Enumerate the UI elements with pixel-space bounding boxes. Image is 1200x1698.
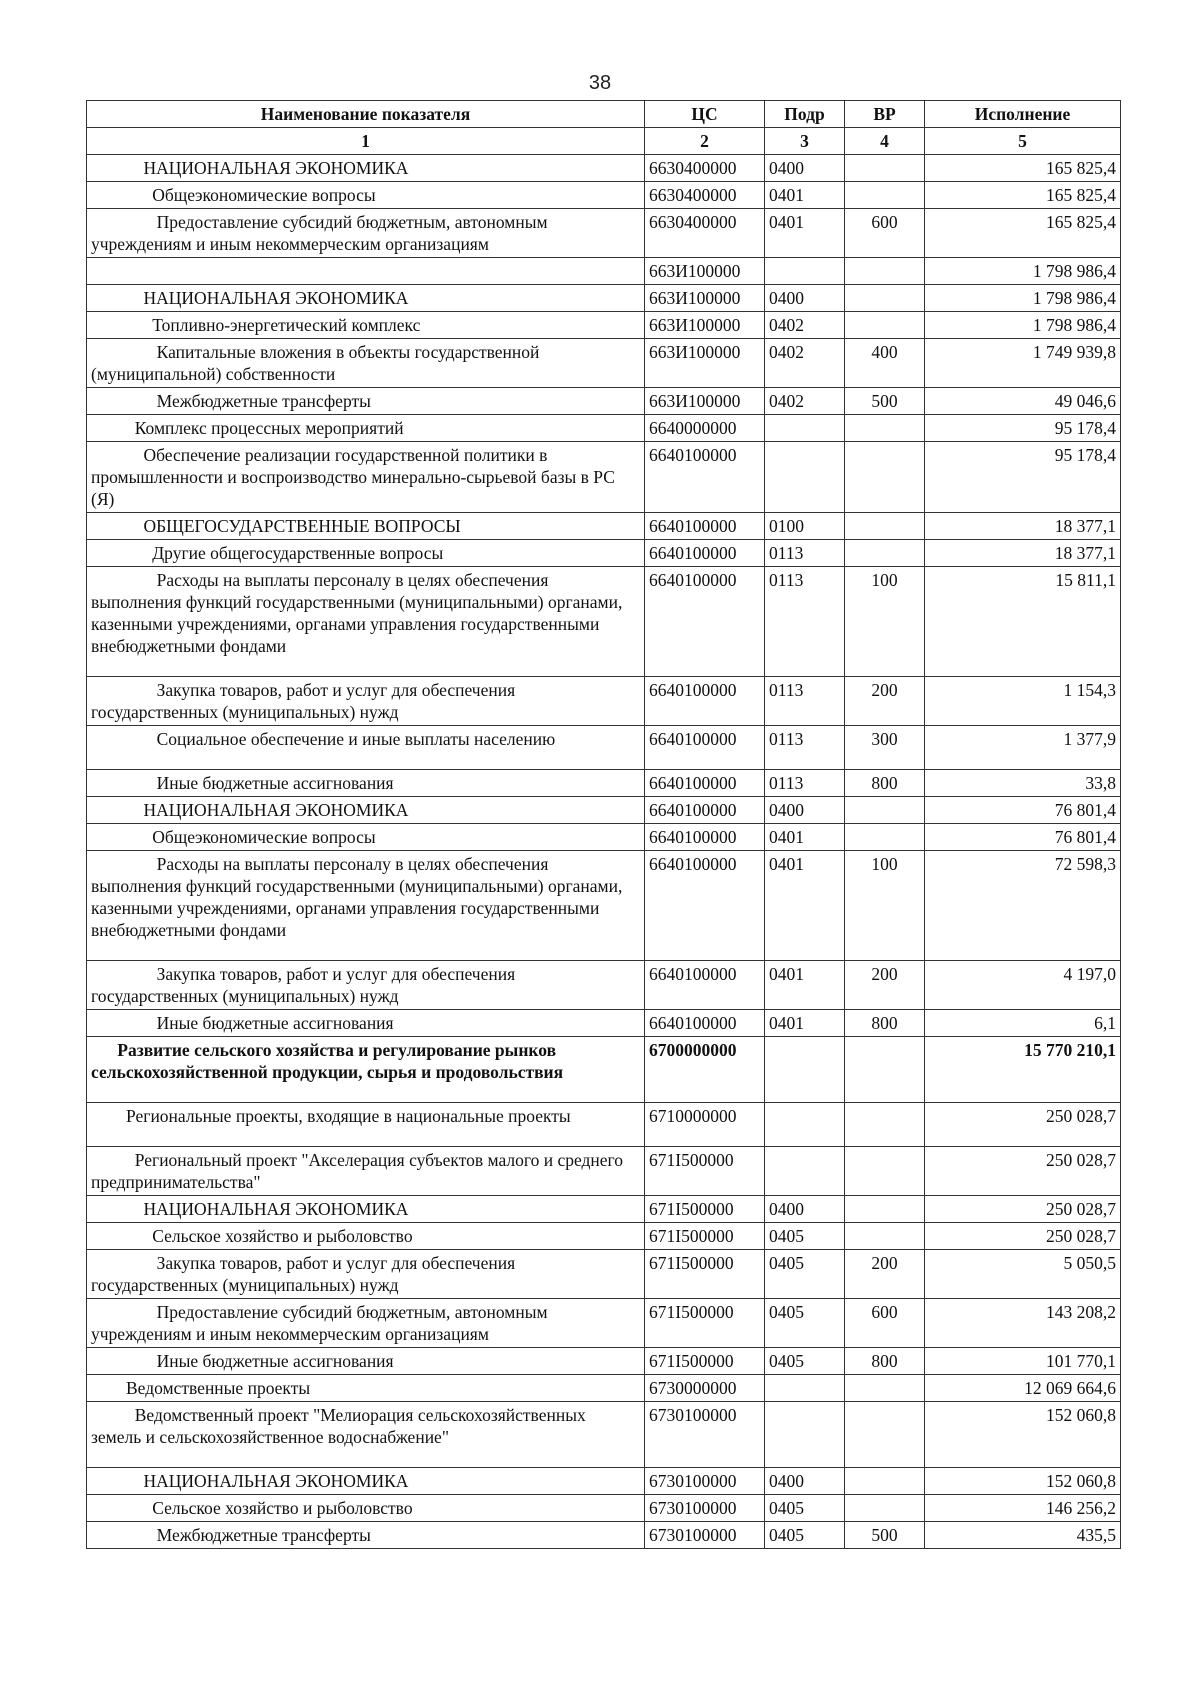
row-vr: 600 [845,1299,925,1348]
row-amount: 1 798 986,4 [925,285,1121,312]
row-cs: 663И100000 [645,388,765,415]
row-podr [765,415,845,442]
row-podr: 0401 [765,961,845,1010]
row-name: ОБЩЕГОСУДАРСТВЕННЫЕ ВОПРОСЫ [87,513,645,540]
row-podr: 0401 [765,209,845,258]
row-podr: 0401 [765,182,845,209]
row-vr [845,1147,925,1196]
table-row [87,312,1121,339]
row-podr: 0402 [765,339,845,388]
row-vr: 100 [845,567,925,677]
table-row [87,1010,1121,1037]
table-row [87,1147,1121,1196]
header-row [87,101,1121,128]
table-row [87,415,1121,442]
row-name: Иные бюджетные ассигнования [87,770,645,797]
row-amount: 1 798 986,4 [925,312,1121,339]
row-vr: 100 [845,851,925,961]
table-row [87,567,1121,677]
row-cs: 6730100000 [645,1522,765,1549]
table-row [87,258,1121,285]
row-amount: 1 749 939,8 [925,339,1121,388]
row-podr [765,1103,845,1147]
row-cs: 6640100000 [645,677,765,726]
row-podr: 0400 [765,797,845,824]
row-name: Расходы на выплаты персоналу в целях обеспечения выполнения функций государственными (муниципальными) органами, казенными учреждениями, органами управления государственными внебюджетными фондами [87,567,645,677]
row-name: Обеспечение реализации государственной политики в промышленности и воспроизводство минерально-сырьевой базы в РС (Я) [87,442,645,513]
row-name: Предоставление субсидий бюджетным, автономным учреждениям и иным некоммерческим организациям [87,209,645,258]
row-name: Предоставление субсидий бюджетным, автономным учреждениям и иным некоммерческим организациям [87,1299,645,1348]
row-amount: 95 178,4 [925,442,1121,513]
row-amount: 6,1 [925,1010,1121,1037]
row-vr [845,824,925,851]
row-podr: 0100 [765,513,845,540]
row-amount: 1 798 986,4 [925,258,1121,285]
row-name: Топливно-энергетический комплекс [87,312,645,339]
row-cs: 663И100000 [645,312,765,339]
row-cs: 6730100000 [645,1468,765,1495]
header-cs: ЦС [645,101,765,128]
row-amount: 76 801,4 [925,824,1121,851]
table-row [87,513,1121,540]
row-cs: 6640100000 [645,1010,765,1037]
row-amount: 49 046,6 [925,388,1121,415]
row-name: Закупка товаров, работ и услуг для обеспечения государственных (муниципальных) нужд [87,677,645,726]
row-cs: 663И100000 [645,339,765,388]
table-row [87,1103,1121,1147]
row-vr [845,182,925,209]
row-amount: 12 069 664,6 [925,1375,1121,1402]
row-name: Ведомственные проекты [87,1375,645,1402]
row-cs: 6640100000 [645,567,765,677]
table-row [87,1495,1121,1522]
row-vr [845,540,925,567]
row-name: НАЦИОНАЛЬНАЯ ЭКОНОМИКА [87,1468,645,1495]
row-cs: 6640100000 [645,824,765,851]
row-podr: 0405 [765,1348,845,1375]
row-name: Региональные проекты, входящие в национальные проекты [87,1103,645,1147]
table-row [87,1468,1121,1495]
row-amount: 435,5 [925,1522,1121,1549]
row-name: Сельское хозяйство и рыболовство [87,1223,645,1250]
row-vr: 800 [845,1348,925,1375]
row-cs: 6640100000 [645,513,765,540]
row-podr: 0402 [765,312,845,339]
row-podr: 0113 [765,540,845,567]
row-amount: 5 050,5 [925,1250,1121,1299]
row-cs: 671I500000 [645,1250,765,1299]
row-amount: 15 811,1 [925,567,1121,677]
row-vr [845,513,925,540]
row-vr [845,797,925,824]
column-number: 2 [645,128,765,155]
row-cs: 6640100000 [645,442,765,513]
row-name: НАЦИОНАЛЬНАЯ ЭКОНОМИКА [87,285,645,312]
row-name: Сельское хозяйство и рыболовство [87,1495,645,1522]
row-amount: 146 256,2 [925,1495,1121,1522]
row-name: Другие общегосударственные вопросы [87,540,645,567]
row-vr [845,1103,925,1147]
row-name: Расходы на выплаты персоналу в целях обеспечения выполнения функций государственными (муниципальными) органами, казенными учреждениями, органами управления государственными внебюджетными фондами [87,851,645,961]
row-podr: 0400 [765,155,845,182]
table-row [87,1522,1121,1549]
table-row [87,209,1121,258]
row-cs: 671I500000 [645,1196,765,1223]
row-cs: 663И100000 [645,258,765,285]
row-cs: 671I500000 [645,1223,765,1250]
row-amount: 1 377,9 [925,726,1121,770]
row-amount: 101 770,1 [925,1348,1121,1375]
row-cs: 671I500000 [645,1147,765,1196]
row-amount: 18 377,1 [925,513,1121,540]
row-amount: 165 825,4 [925,209,1121,258]
row-podr: 0401 [765,1010,845,1037]
row-vr: 200 [845,961,925,1010]
table-row [87,1375,1121,1402]
row-cs: 6640100000 [645,797,765,824]
header-vr: ВР [845,101,925,128]
page-number: 38 [588,72,612,94]
row-cs: 6730000000 [645,1375,765,1402]
row-cs: 6710000000 [645,1103,765,1147]
row-podr [765,1147,845,1196]
row-cs: 671I500000 [645,1299,765,1348]
row-vr: 500 [845,1522,925,1549]
row-amount: 250 028,7 [925,1147,1121,1196]
row-amount: 15 770 210,1 [925,1037,1121,1103]
row-amount: 152 060,8 [925,1468,1121,1495]
table-row [87,339,1121,388]
row-cs: 6630400000 [645,155,765,182]
row-podr: 0113 [765,567,845,677]
row-name: НАЦИОНАЛЬНАЯ ЭКОНОМИКА [87,797,645,824]
row-amount: 250 028,7 [925,1196,1121,1223]
row-podr [765,1375,845,1402]
row-cs: 6640100000 [645,851,765,961]
table-row [87,155,1121,182]
column-number: 3 [765,128,845,155]
table-header [87,101,1121,155]
row-cs: 6640100000 [645,770,765,797]
table-row [87,388,1121,415]
row-amount: 1 154,3 [925,677,1121,726]
row-name: Иные бюджетные ассигнования [87,1348,645,1375]
row-cs: 671I500000 [645,1348,765,1375]
table-row [87,851,1121,961]
row-podr [765,1402,845,1468]
row-cs: 6640000000 [645,415,765,442]
row-cs: 6700000000 [645,1037,765,1103]
table-row [87,285,1121,312]
table-row [87,1223,1121,1250]
row-podr: 0405 [765,1522,845,1549]
row-podr: 0405 [765,1223,845,1250]
row-vr [845,155,925,182]
table-row [87,1037,1121,1103]
row-vr: 300 [845,726,925,770]
row-amount: 72 598,3 [925,851,1121,961]
row-vr [845,1196,925,1223]
row-podr [765,1037,845,1103]
column-number-row [87,128,1121,155]
row-vr: 500 [845,388,925,415]
table-row [87,442,1121,513]
row-amount: 95 178,4 [925,415,1121,442]
row-name: Комплекс процессных мероприятий [87,415,645,442]
row-name: Социальное обеспечение и иные выплаты населению [87,726,645,770]
row-amount: 165 825,4 [925,155,1121,182]
row-vr [845,1468,925,1495]
row-name: Закупка товаров, работ и услуг для обеспечения государственных (муниципальных) нужд [87,961,645,1010]
row-vr [845,312,925,339]
row-cs: 6730100000 [645,1402,765,1468]
row-cs: 663И100000 [645,285,765,312]
table-row [87,1250,1121,1299]
row-vr [845,1375,925,1402]
column-number: 4 [845,128,925,155]
table-row [87,824,1121,851]
row-cs: 6640100000 [645,540,765,567]
row-name: Иные бюджетные ассигнования [87,1010,645,1037]
table-row [87,1348,1121,1375]
table-row [87,182,1121,209]
row-name: Региональный проект "Акселерация субъектов малого и среднего предпринимательства" [87,1147,645,1196]
row-amount: 76 801,4 [925,797,1121,824]
row-name: Закупка товаров, работ и услуг для обеспечения государственных (муниципальных) нужд [87,1250,645,1299]
row-vr [845,258,925,285]
row-vr [845,442,925,513]
table-row [87,677,1121,726]
table-row [87,770,1121,797]
row-podr [765,442,845,513]
row-podr: 0400 [765,285,845,312]
row-podr: 0400 [765,1196,845,1223]
column-number: 1 [87,128,645,155]
row-vr [845,1495,925,1522]
header-name: Наименование показателя [87,101,645,128]
row-vr: 800 [845,1010,925,1037]
row-name: Капитальные вложения в объекты государственной (муниципальной) собственности [87,339,645,388]
row-name [87,258,645,285]
row-podr: 0405 [765,1299,845,1348]
table-row [87,540,1121,567]
row-amount: 152 060,8 [925,1402,1121,1468]
row-vr: 400 [845,339,925,388]
row-podr: 0113 [765,726,845,770]
row-cs: 6630400000 [645,182,765,209]
row-name: Межбюджетные трансферты [87,388,645,415]
header-amount: Исполнение [925,101,1121,128]
table-row [87,961,1121,1010]
row-amount: 18 377,1 [925,540,1121,567]
table-row [87,797,1121,824]
table-row [87,1196,1121,1223]
row-amount: 250 028,7 [925,1223,1121,1250]
row-vr: 200 [845,677,925,726]
budget-table [86,100,1121,1549]
row-vr [845,415,925,442]
row-podr: 0401 [765,824,845,851]
row-name: Межбюджетные трансферты [87,1522,645,1549]
row-name: НАЦИОНАЛЬНАЯ ЭКОНОМИКА [87,155,645,182]
row-amount: 143 208,2 [925,1299,1121,1348]
row-amount: 250 028,7 [925,1103,1121,1147]
row-vr: 600 [845,209,925,258]
row-podr: 0405 [765,1495,845,1522]
row-podr: 0400 [765,1468,845,1495]
row-podr: 0113 [765,677,845,726]
row-vr: 800 [845,770,925,797]
table-row [87,1299,1121,1348]
column-number: 5 [925,128,1121,155]
row-vr [845,1402,925,1468]
row-podr [765,258,845,285]
row-name: Общеэкономические вопросы [87,824,645,851]
table-row [87,726,1121,770]
row-podr: 0402 [765,388,845,415]
row-cs: 6640100000 [645,726,765,770]
row-vr [845,285,925,312]
row-name: НАЦИОНАЛЬНАЯ ЭКОНОМИКА [87,1196,645,1223]
row-name: Развитие сельского хозяйства и регулирование рынков сельскохозяйственной продукции, сырья и продовольствия [87,1037,645,1103]
row-cs: 6630400000 [645,209,765,258]
table-body [87,155,1121,1549]
row-podr: 0401 [765,851,845,961]
row-amount: 165 825,4 [925,182,1121,209]
row-vr [845,1223,925,1250]
row-podr: 0405 [765,1250,845,1299]
row-vr [845,1037,925,1103]
row-amount: 33,8 [925,770,1121,797]
row-amount: 4 197,0 [925,961,1121,1010]
row-cs: 6640100000 [645,961,765,1010]
row-podr: 0113 [765,770,845,797]
table-row [87,1402,1121,1468]
row-cs: 6730100000 [645,1495,765,1522]
row-name: Общеэкономические вопросы [87,182,645,209]
row-name: Ведомственный проект "Мелиорация сельскохозяйственных земель и сельскохозяйственное водоснабжение" [87,1402,645,1468]
header-podr: Подр [765,101,845,128]
row-vr: 200 [845,1250,925,1299]
